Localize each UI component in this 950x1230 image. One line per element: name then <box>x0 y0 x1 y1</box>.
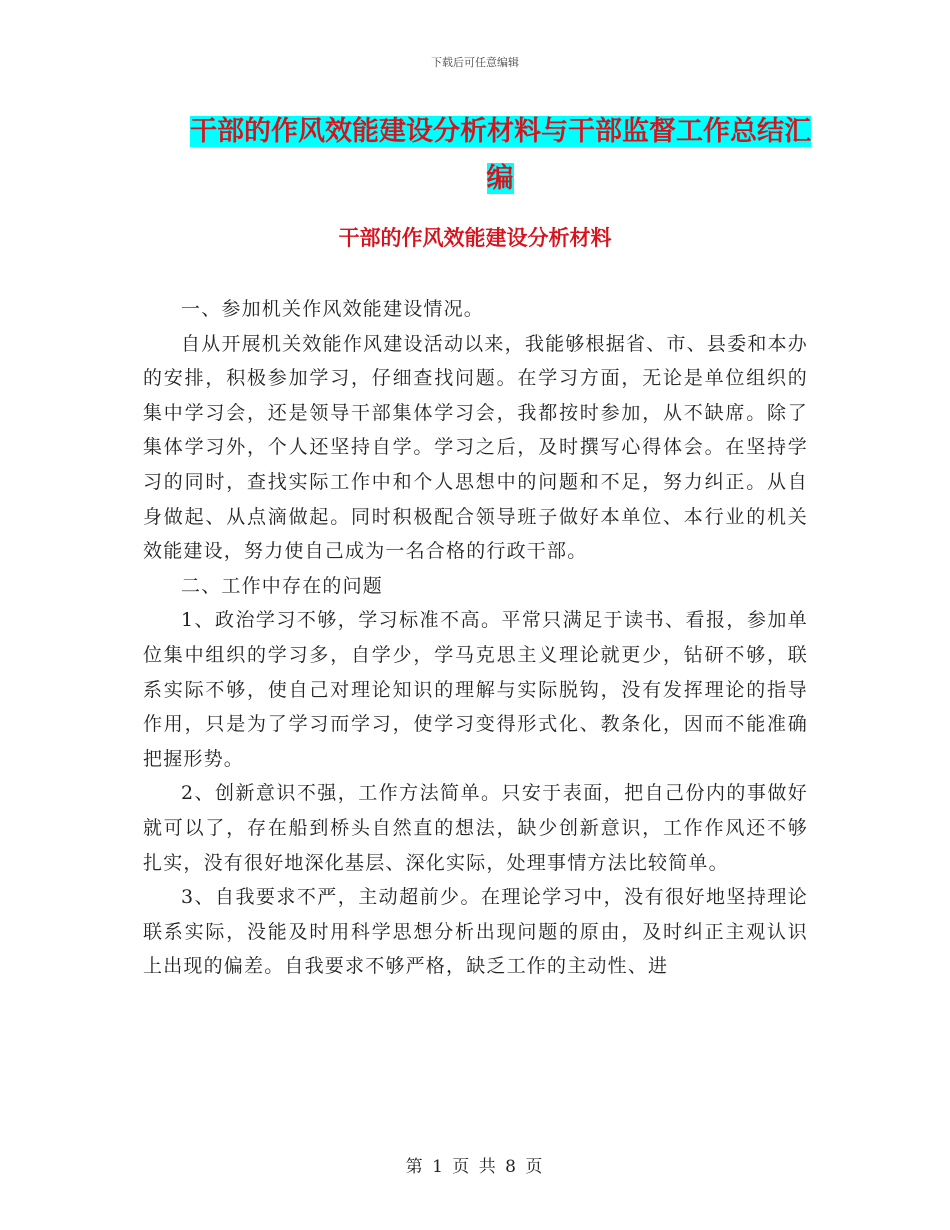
paragraph-section-1-heading: 一、参加机关作风效能建设情况。 <box>181 298 485 320</box>
document-title <box>190 110 810 201</box>
paragraph-issue-3: 3、自我要求不严，主动超前少。在理论学习中，没有很好地坚持理论联系实际，没能及时用科学思想分析出现问题的原由，及时纠正主观认识上出现的偏差。自我要求不够严格，缺乏工作的主动性、进 <box>143 886 808 978</box>
paragraph-section-1-body: 自从开展机关效能作风建设活动以来，我能够根据省、市、县委和本办的安排，积极参加学习，仔细查找问题。在学习方面，无论是单位组织的集中学习会，还是领导干部集体学习会，我都按时参加，从不缺席。除了集体学习外，个人还坚持自学。学习之后，及时撰写心得体会。在坚持学习的同时，查找实际工作中和个人思想中的问题和不足，努力纠正。从自身做起、从点滴做起。同时积极配合领导班子做好本单位、本行业的机关效能建设，努力使自己成为一名合格的行政干部。 <box>143 332 808 563</box>
document-title-line-1: 干部的作风效能建设分析材料与干部监督工作总结汇 <box>190 116 811 147</box>
header-note: 下载后可任意编辑 <box>431 56 519 69</box>
document-title-line-2: 编 <box>486 163 514 194</box>
paragraph-issue-2: 2、创新意识不强，工作方法简单。只安于表面，把自己份内的事做好就可以了，存在船到桥头自然直的想法，缺少创新意识，工作作风还不够扎实，没有很好地深化基层、深化实际，处理事情方法比较简单。 <box>143 782 808 874</box>
paragraph-issue-1: 1、政治学习不够，学习标准不高。平常只满足于读书、看报，参加单位集中组织的学习多，自学少，学马克思主义理论就更少，钻研不够，联系实际不够，使自己对理论知识的理解与实际脱钩，没有发挥理论的指导作用，只是为了学习而学习，使学习变得形式化、教条化，因而不能准确把握形势。 <box>143 609 808 770</box>
paragraph-section-2-heading: 二、工作中存在的问题 <box>181 574 384 597</box>
section-title: 干部的作风效能建设分析材料 <box>338 226 612 250</box>
page-footer: 第 1 页 共 8 页 <box>405 1157 545 1177</box>
document-body <box>143 292 808 984</box>
